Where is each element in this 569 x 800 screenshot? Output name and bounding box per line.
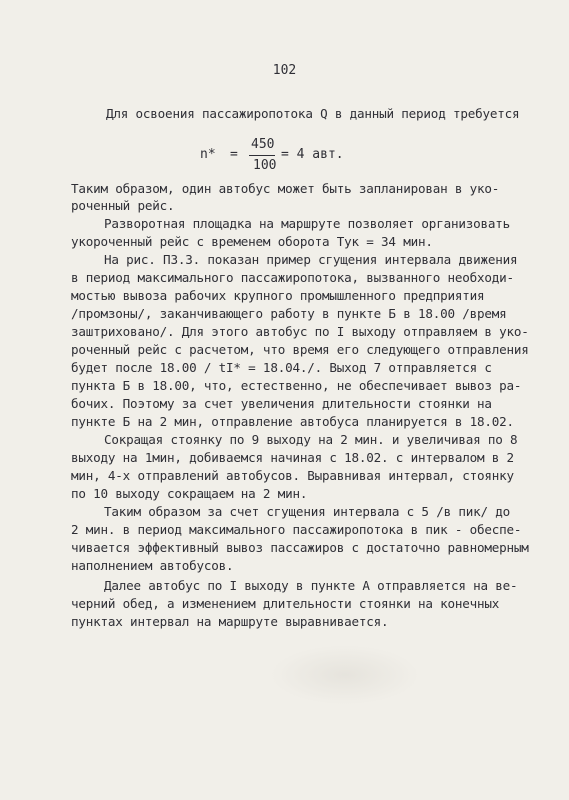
text-line: укороченный рейс с временем оборота Tук = 34 мин. <box>71 234 433 249</box>
text-line: наполнением автобусов. <box>71 558 234 573</box>
text-line: выходу на 1мин, добиваемся начиная с 18.02. с интервалом в 2 <box>71 450 514 465</box>
paper-smudge <box>270 645 420 705</box>
formula-rhs: = 4 авт. <box>281 147 344 162</box>
text-line: /промзоны/, заканчивающего работу в пункте Б в 18.00 /время <box>71 306 507 321</box>
text-line: мин, 4-х отправлений автобусов. Выравнивая интервал, стоянку <box>71 468 514 483</box>
text-line: пунктах интервал на маршруте выравнивается. <box>71 614 389 629</box>
text-line: На рис. ПЗ.3. показан пример сгущения интервала движения <box>104 252 518 267</box>
text-line: в период максимального пассажиропотока, вызванного необходи- <box>71 270 514 285</box>
page-number: 102 <box>272 63 297 78</box>
fraction-line <box>249 155 275 156</box>
text-line: чивается эффективный вывоз пассажиров с достаточно равномерным <box>71 540 529 555</box>
text-line: заштриховано/. Для этого автобус по I выходу отправляем в уко- <box>71 324 529 339</box>
text-line: мостью вывоза рабочих крупного промышленного предприятия <box>71 288 485 303</box>
text-line: Разворотная площадка на маршруте позволяет организовать <box>104 216 511 231</box>
formula-numerator: 450 <box>251 137 275 152</box>
text-line: бочих. Поэтому за счет увеличения длительности стоянки на <box>71 396 492 411</box>
text-line: Таким образом за счет сгущения интервала с 5 /в пик/ до <box>104 504 511 519</box>
text-line: роченный рейс. <box>71 198 175 213</box>
text-line: Сокращая стоянку по 9 выходу на 2 мин. и увеличивая по 8 <box>104 432 518 447</box>
text-line: пункте Б на 2 мин, отправление автобуса планируется в 18.02. <box>71 414 514 429</box>
text-line: пункта Б в 18.00, что, естественно, не обеспечивает вывоз ра- <box>71 378 522 393</box>
formula-denominator: 100 <box>253 158 277 173</box>
text-line: по 10 выходу сокращаем на 2 мин. <box>71 486 308 501</box>
text-line: Далее автобус по I выходу в пункте А отправляется на ве- <box>104 578 518 593</box>
text-line: 2 мин. в период максимального пассажиропотока в пик - обеспе- <box>71 522 522 537</box>
text-line: роченный рейс с расчетом, что время его следующего отправления <box>71 342 529 357</box>
text-line: черний обед, а изменением длительности стоянки на конечных <box>71 596 500 611</box>
text-line: Таким образом, один автобус может быть запланирован в уко- <box>71 181 500 196</box>
formula-equals: = <box>230 147 238 162</box>
formula-lhs: n* <box>200 147 216 162</box>
text-line: будет после 18.00 / tI* = 18.04./. Выход 7 отправляется с <box>71 360 492 375</box>
text-line: Для освоения пассажиропотока Q в данный период требуется <box>106 106 520 121</box>
